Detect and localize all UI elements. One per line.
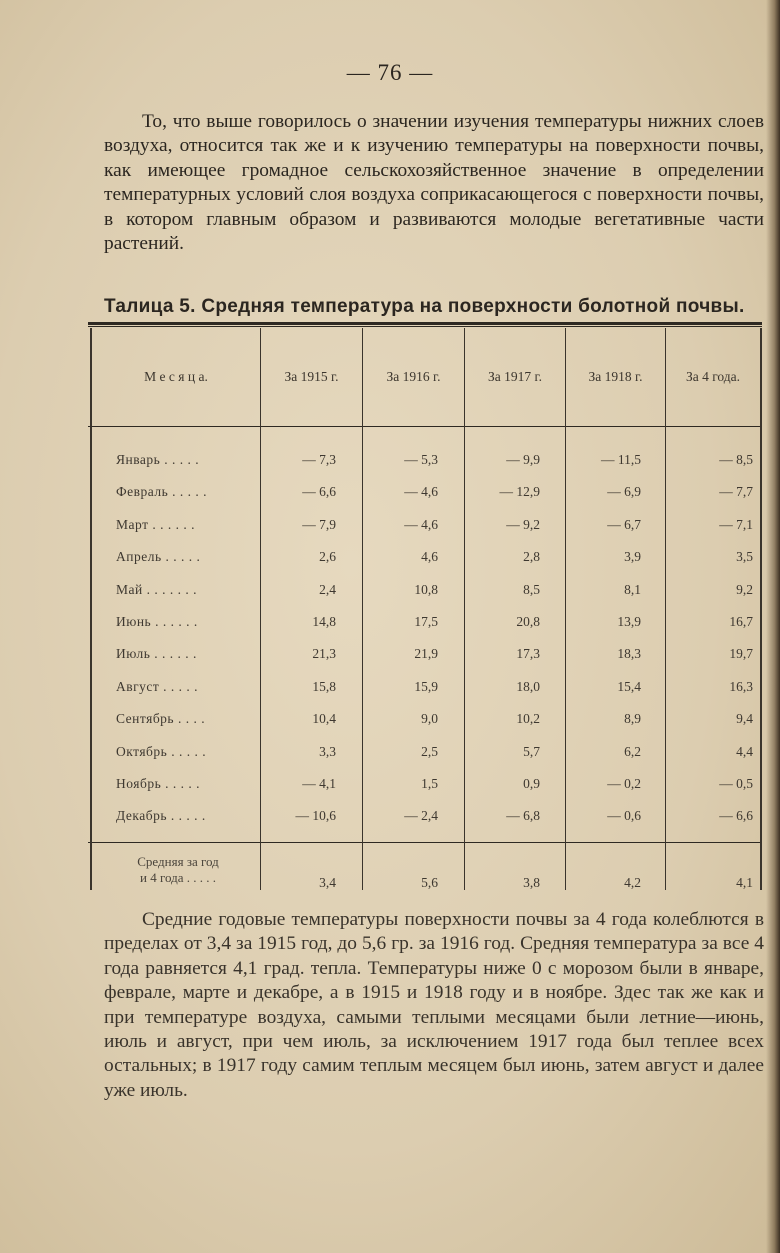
row-month: Февраль . . . . . (116, 484, 208, 500)
page-number: — 76 — (346, 60, 434, 85)
row-value: — 8,5 (719, 452, 753, 467)
row-value: 21,3 (312, 646, 336, 662)
row-value: — 12,9 (499, 484, 540, 500)
table-average-rule (88, 842, 762, 843)
row-value: 19,7 (729, 646, 753, 662)
average-value: 4,2 (624, 875, 641, 890)
row-month: Июнь . . . . . . (116, 614, 198, 629)
row-value: — 0,2 (607, 776, 641, 791)
row-value: 18,3 (617, 646, 641, 662)
row-value: 4,6 (421, 549, 438, 565)
row-value: — 7,1 (719, 516, 753, 532)
table-header-rule (88, 426, 762, 427)
row-value: — 0,5 (719, 776, 753, 791)
row-month: Май . . . . . . . (116, 581, 197, 597)
table-top-rule-thin (88, 326, 762, 327)
row-value: — 7,3 (302, 452, 336, 467)
row-value: 10,8 (414, 581, 438, 597)
row-value: — 0,6 (607, 808, 641, 824)
header-4-years: За 4 года. (685, 369, 741, 384)
row-value: 17,5 (414, 614, 438, 629)
row-value: — 5,3 (404, 452, 438, 467)
table-row (88, 608, 762, 639)
row-month: Ноябрь . . . . . (116, 776, 200, 791)
paragraph-intro: То, что выше говорилось о значении изучения температуры нижних слоев воздуха, относится так же и к изучению температуры на поверхности почвы, как имеющее громадное сельскохозяйственное значение в определении температурных условий слоя воздуха соприкасающегося с поверхности почвы, в котором главным образом и развиваются молодые вегетативные части растений. (104, 111, 764, 255)
row-value: 9,0 (421, 711, 438, 727)
table-row (88, 673, 762, 704)
table-row (88, 576, 762, 607)
table-row (88, 543, 762, 574)
average-value: 5,6 (421, 875, 438, 890)
row-value: 6,2 (624, 743, 641, 759)
paragraph-conclusion: Средние годовые температуры поверхности почвы за 4 года колеблются в пределах от 3,4 за 1915 год, до 5,6 гр. за 1916 год. Средняя температура за все 4 года равняется 4,1 град. тепла. Температуры ниже 0 с морозом были в январе, феврале, марте и декабре, а в 1915 и 1918 году и в ноябре. Здес так же как и при температуре воздуха, самыми теплыми месяцами были летние—июнь, июль и август, при чем июль, за исключением 1917 года был теплее всех остальных; в 1917 году самим теплым месяцем был июнь, затем август и далее уже июль. (104, 909, 764, 1101)
row-month: Март . . . . . . (116, 516, 195, 532)
row-value: — 6,6 (719, 808, 753, 824)
average-value: 3,8 (523, 875, 540, 890)
row-value: 0,9 (523, 776, 540, 791)
row-value: 8,1 (624, 581, 641, 597)
row-value: 2,5 (421, 743, 438, 759)
row-value: — 6,8 (506, 808, 540, 824)
row-value: 1,5 (421, 776, 438, 791)
row-value: 3,9 (624, 549, 641, 565)
row-value: — 7,7 (719, 484, 753, 500)
row-value: 15,8 (312, 678, 336, 694)
row-value: — 2,4 (404, 808, 438, 824)
row-month: Июль . . . . . . (116, 646, 197, 662)
row-value: 3,5 (736, 549, 753, 565)
row-value: 5,7 (523, 743, 540, 759)
row-value: — 4,6 (404, 484, 438, 500)
table-row (88, 640, 762, 671)
table-row (88, 478, 762, 509)
row-value: 10,2 (516, 711, 540, 727)
row-month: Декабрь . . . . . (116, 808, 206, 824)
row-value: 9,2 (736, 581, 753, 597)
row-value: 3,3 (319, 743, 336, 759)
row-value: 9,4 (736, 711, 753, 727)
row-value: 18,0 (516, 678, 540, 694)
row-value: 20,8 (516, 614, 540, 629)
table-row (88, 511, 762, 542)
row-month: Октябрь . . . . . (116, 743, 207, 759)
row-value: — 6,9 (607, 484, 641, 500)
row-month: Апрель . . . . . (116, 549, 201, 565)
row-value: — 6,6 (302, 484, 336, 500)
average-value: 4,1 (736, 875, 753, 890)
row-value: 2,4 (319, 581, 336, 597)
row-value: — 4,1 (302, 776, 336, 791)
table-title: Талица 5. Средняя температура на поверхности болотной почвы. (104, 296, 745, 317)
row-month: Сентябрь . . . . (116, 711, 206, 727)
page-edge-shadow (766, 0, 780, 1253)
table-row (88, 738, 762, 769)
row-value: — 7,9 (302, 516, 336, 532)
row-value: 13,9 (617, 614, 641, 629)
average-value: 3,4 (319, 875, 336, 890)
row-value: — 10,6 (295, 808, 336, 824)
row-value: 15,9 (414, 678, 438, 694)
row-value: 8,5 (523, 581, 540, 597)
header-1915: За 1915 г. (284, 369, 339, 384)
row-value: — 9,2 (506, 516, 540, 532)
row-value: 4,4 (736, 743, 753, 759)
temperature-table (88, 322, 762, 894)
row-value: 14,8 (312, 614, 336, 629)
row-value: — 11,5 (601, 452, 641, 467)
average-label-line2: и 4 года . . . . . (140, 870, 216, 885)
row-value: 8,9 (624, 711, 641, 727)
row-value: 16,7 (729, 614, 753, 629)
row-value: 10,4 (312, 711, 336, 727)
row-value: 21,9 (414, 646, 438, 662)
row-value: — 9,9 (506, 452, 540, 467)
average-row-label (96, 854, 260, 886)
average-label-line1: Средняя за год (137, 854, 219, 869)
table-row (88, 802, 762, 833)
table-row (88, 705, 762, 736)
row-value: 16,3 (729, 678, 753, 694)
header-months: М е с я ц а. (144, 369, 208, 384)
row-value: 2,6 (319, 549, 336, 565)
row-value: — 4,6 (404, 516, 438, 532)
row-value: 2,8 (523, 549, 540, 565)
table-top-rule (88, 322, 762, 325)
table-row (88, 446, 762, 477)
row-value: 15,4 (617, 678, 641, 694)
table-row (88, 770, 762, 801)
header-1917: За 1917 г. (488, 369, 542, 384)
header-1916: За 1916 г. (386, 369, 441, 384)
row-month: Август . . . . . (116, 678, 199, 694)
header-1918: За 1918 г. (588, 369, 643, 384)
row-month: Январь . . . . . (116, 452, 200, 467)
row-value: — 6,7 (607, 516, 641, 532)
row-value: 17,3 (516, 646, 540, 662)
